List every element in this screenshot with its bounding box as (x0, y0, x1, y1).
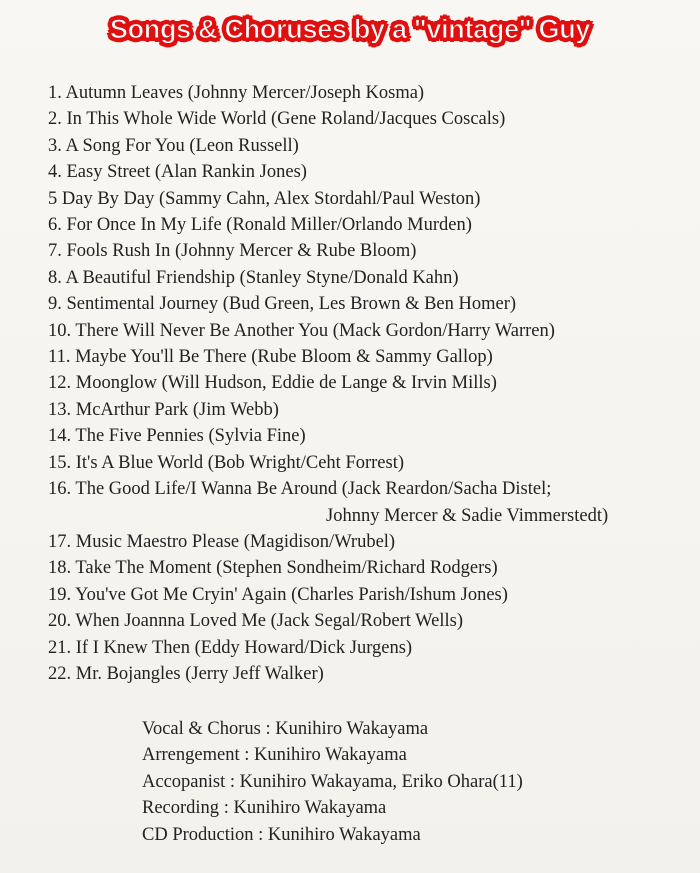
track-title: The Good Life/I Wanna Be Around (Jack Reardon/Sacha Distel; (75, 479, 552, 500)
credit-line: Arrengement : Kunihiro Wakayama (142, 745, 407, 766)
track-list (48, 80, 688, 687)
track-title: A Song For You (Leon Russell) (65, 135, 299, 156)
credit-line: CD Production : Kunihiro Wakayama (142, 824, 421, 845)
track-number: 11. (48, 347, 71, 368)
credit-role: CD Production (142, 824, 254, 845)
track-number: 12. (48, 373, 72, 394)
track-item (48, 423, 688, 449)
track-title: Day By Day (Sammy Cahn, Alex Stordahl/Paul Weston) (61, 188, 481, 209)
track-number: 9. (48, 294, 62, 315)
credit-role: Accopanist (142, 771, 226, 792)
track-title: A Beautiful Friendship (Stanley Styne/Donald Kahn) (65, 267, 459, 288)
track-item (48, 265, 688, 291)
track-number: 17. (48, 531, 72, 552)
track-title: In This Whole Wide World (Gene Roland/Jacques Coscals) (66, 109, 506, 130)
page-title: Songs & Choruses by a "vintage" Guy (109, 14, 591, 44)
track-title: Fools Rush In (Johnny Mercer & Rube Bloom) (66, 241, 417, 262)
track-number: 7. (48, 241, 62, 262)
credit-line: Vocal & Chorus : Kunihiro Wakayama (142, 719, 429, 739)
track-item (48, 80, 688, 106)
track-number: 21. (48, 637, 72, 658)
track-item (48, 529, 688, 555)
track-number: 8. (48, 267, 62, 288)
track-number: 15. (48, 452, 72, 473)
credit-role: Recording (142, 798, 220, 819)
track-number: 6. (48, 215, 62, 236)
track-item (48, 397, 688, 423)
track-number: 5 (48, 188, 58, 209)
track-number: 4. (48, 162, 62, 183)
track-item (48, 370, 688, 396)
credit-name: Kunihiro Wakayama (275, 719, 429, 739)
track-title: Easy Street (Alan Rankin Jones) (66, 162, 307, 183)
track-item (48, 582, 688, 608)
credit-name: Kunihiro Wakayama (233, 798, 387, 819)
credit-line: Recording : Kunihiro Wakayama (142, 798, 387, 819)
track-title: When Joannna Loved Me (Jack Segal/Robert Wells) (75, 611, 464, 632)
track-title: Moonglow (Will Hudson, Eddie de Lange & Irvin Mills) (75, 373, 497, 394)
track-item (48, 159, 688, 185)
track-number: 20. (48, 611, 72, 632)
track-number: 13. (48, 399, 72, 420)
track-number: 1. (48, 83, 62, 103)
track-title: Autumn Leaves (Johnny Mercer/Joseph Kosma) (65, 83, 425, 103)
track-number: 3. (48, 135, 62, 156)
track-item (48, 635, 688, 661)
track-item (48, 238, 688, 264)
credits-list (142, 716, 523, 848)
track-item (48, 661, 688, 687)
track-title: Take The Moment (Stephen Sondheim/Richard Rodgers) (75, 558, 498, 579)
track-number: 19. (48, 584, 72, 605)
track-title: If I Knew Then (Eddy Howard/Dick Jurgens) (75, 637, 413, 658)
track-number: 10. (48, 320, 72, 341)
credit-role: Vocal & Chorus (142, 719, 261, 739)
track-title: You've Got Me Cryin' Again (Charles Parish/Ishum Jones) (75, 584, 508, 605)
track-title: For Once In My Life (Ronald Miller/Orlando Murden) (66, 215, 472, 236)
track-item (48, 344, 688, 370)
track-title: McArthur Park (Jim Webb) (75, 399, 279, 420)
track-item (48, 212, 688, 238)
track-title: Mr. Bojangles (Jerry Jeff Walker) (75, 663, 324, 684)
track-title: There Will Never Be Another You (Mack Gordon/Harry Warren) (75, 320, 555, 341)
track-title-continuation: Johnny Mercer & Sadie Vimmerstedt) (326, 505, 609, 526)
credit-role: Arrengement (142, 745, 240, 766)
track-number: 2. (48, 109, 62, 130)
track-item (48, 450, 688, 476)
track-item (48, 476, 688, 529)
track-item (48, 318, 688, 344)
track-number: 22. (48, 663, 72, 684)
track-title: Maybe You'll Be There (Rube Bloom & Sammy Gallop) (75, 347, 493, 368)
track-number: 14. (48, 426, 72, 447)
track-item (48, 133, 688, 159)
track-item (48, 608, 688, 634)
track-item (48, 186, 688, 212)
track-title: Sentimental Journey (Bud Green, Les Brown & Ben Homer) (66, 294, 517, 315)
credit-name: Kunihiro Wakayama (254, 745, 407, 766)
track-item (48, 291, 688, 317)
track-item (48, 555, 688, 581)
track-item (48, 106, 688, 132)
track-number: 16. (48, 479, 72, 500)
track-title: Music Maestro Please (Magidison/Wrubel) (75, 531, 396, 552)
credit-name: Kunihiro Wakayama, Eriko Ohara(11) (239, 771, 523, 792)
credit-line: Accopanist : Kunihiro Wakayama, Eriko Ohara(11) (142, 771, 523, 792)
track-number: 18. (48, 558, 72, 579)
track-title: It's A Blue World (Bob Wright/Ceht Forrest) (75, 452, 405, 473)
track-title: The Five Pennies (Sylvia Fine) (75, 426, 306, 447)
credit-name: Kunihiro Wakayama (267, 824, 421, 845)
